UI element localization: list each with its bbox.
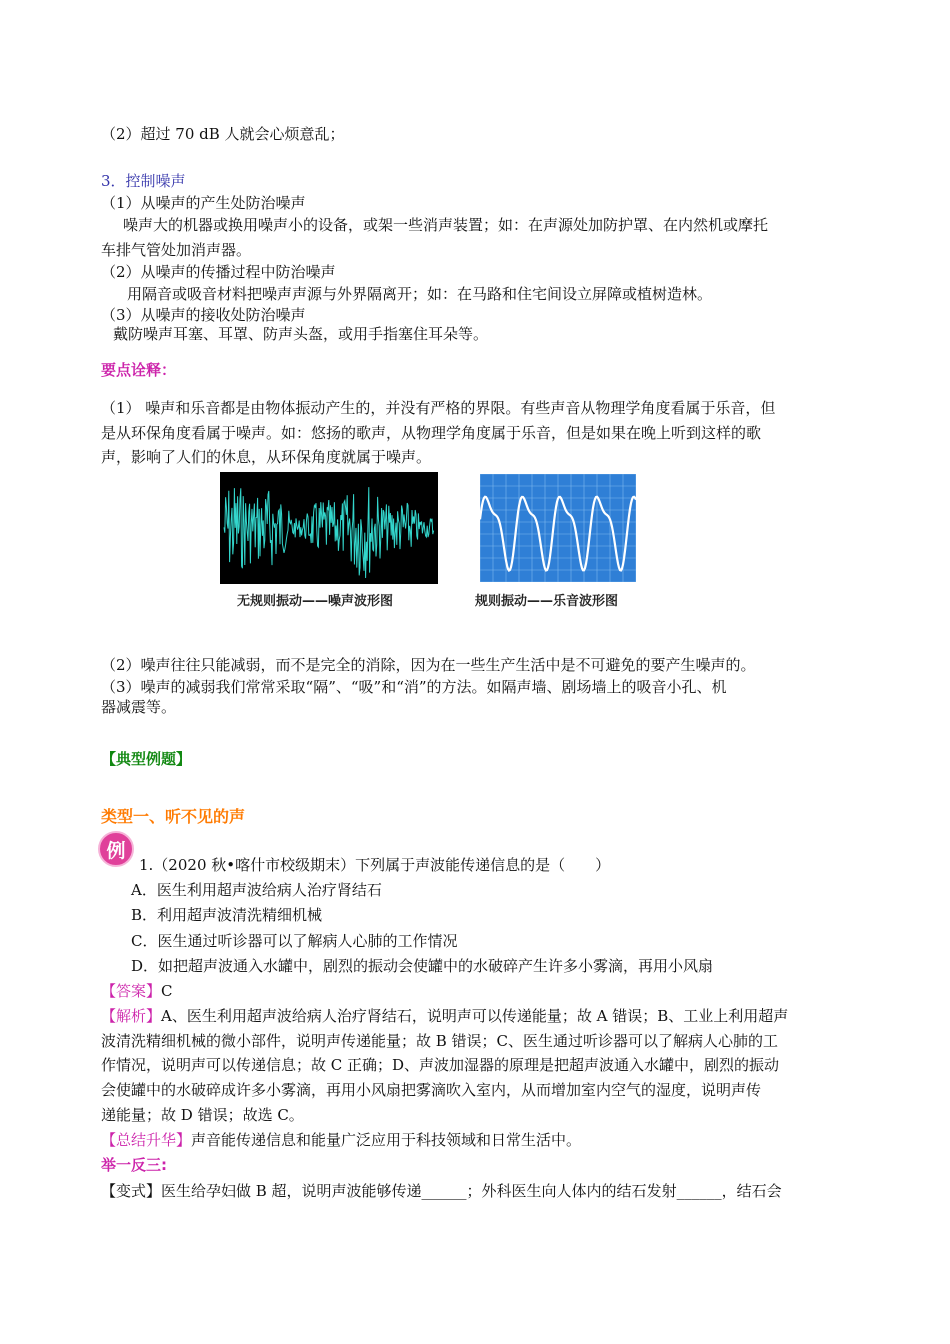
- control-item-3: （3）从噪声的接收处防治噪声: [101, 306, 306, 324]
- answer-tag: 【答案】: [101, 982, 162, 1000]
- music-waveform-image: [480, 474, 636, 582]
- practice-title: 举一反三:: [101, 1156, 167, 1174]
- analysis-line-3: 作情况，说明声可以传递信息；故 C 正确；D、声波加湿器的原理是把超声波通入水罐中，剧烈的振动: [101, 1056, 780, 1074]
- option-a: A．医生利用超声波给病人治疗肾结石: [131, 881, 382, 899]
- analysis-line-1: [101, 1006, 788, 1026]
- question-1: 1.（2020 秋•喀什市校级期末）下列属于声波能传递信息的是（ ）: [139, 856, 611, 874]
- control-item-2-text: 用隔音或吸音材料把噪声声源与外界隔离开；如：在马路和住宅间设立屏障或植树造林。: [127, 285, 713, 303]
- key-point-1-b: 是从环保角度看属于噪声。如：悠扬的歌声，从物理学角度属于乐音，但是如果在晚上听到这样的歌: [101, 424, 762, 442]
- option-b: B．利用超声波清洗精细机械: [131, 906, 323, 924]
- control-item-1: （1）从噪声的产生处防治噪声: [101, 194, 306, 212]
- analysis-line-2: 波清洗精细机械的微小部件，说明声传递能量；故 B 错误；C、医生通过听诊器可以了解病人心肺的工: [101, 1032, 779, 1050]
- summary-text: 声音能传递信息和能量广泛应用于科技领域和日常生活中。: [191, 1131, 582, 1149]
- example-badge: [97, 830, 135, 868]
- example-badge-label: 例: [106, 840, 126, 862]
- analysis-line-4: 会使罐中的水破碎成许多小雾滴，再用小风扇把雾滴吹入室内，从而增加室内空气的湿度，说明声传: [101, 1081, 762, 1099]
- control-item-2: （2）从噪声的传播过程中防治噪声: [101, 263, 336, 281]
- key-point-1-a: （1） 噪声和乐音都是由物体振动产生的，并没有严格的界限。有些声音从物理学角度看属于乐音，但: [101, 399, 776, 417]
- option-c: C．医生通过听诊器可以了解病人心肺的工作情况: [131, 932, 458, 950]
- answer-line: [101, 981, 173, 1001]
- analysis-text-1: A、医生利用超声波给病人治疗肾结石，说明声可以传递能量；故 A 错误；B、工业上利用超声: [161, 1007, 789, 1025]
- typical-examples-title: 【典型例题】: [101, 750, 192, 768]
- answer-value: C: [161, 982, 173, 1000]
- noise-waveform-caption: 无规则振动——噪声波形图: [237, 594, 394, 609]
- music-waveform-caption: 规则振动——乐音波形图: [475, 594, 619, 609]
- key-point-3-a: （3）噪声的减弱我们常常采取“隔”、“吸”和“消”的方法。如隔声墙、剧场墙上的吸音小孔、机: [101, 678, 727, 696]
- type-one-title: 类型一、听不见的声: [101, 807, 246, 826]
- control-item-3-text: 戴防噪声耳塞、耳罩、防声头盔，或用手指塞住耳朵等。: [113, 325, 489, 343]
- section-title-control-noise: 3．控制噪声: [101, 172, 186, 190]
- summary-tag: 【总结升华】: [101, 1131, 192, 1149]
- analysis-line-5: 递能量；故 D 错误；故选 C。: [101, 1106, 304, 1124]
- summary-line: [101, 1130, 581, 1150]
- analysis-tag: 【解析】: [101, 1007, 162, 1025]
- control-item-1-text-a: 噪声大的机器或换用噪声小的设备，或架一些消声装置；如：在声源处加防护罩、在内然机或摩托: [123, 216, 769, 234]
- key-points-title: 要点诠释：: [101, 361, 177, 379]
- control-item-1-text-b: 车排气管处加消声器。: [101, 241, 252, 259]
- noise-level-line: （2）超过 70 dB 人就会心烦意乱；: [101, 125, 345, 143]
- option-d: D．如把超声波通入水罐中，剧烈的振动会使罐中的水破碎产生许多小雾滴，再用小风扇: [131, 957, 714, 975]
- variant-question: 【变式】医生给孕妇做 B 超，说明声波能够传递______；外科医生向人体内的结石发射______，结石会: [101, 1182, 782, 1200]
- noise-waveform-image: [220, 472, 438, 584]
- key-point-3-b: 器减震等。: [101, 698, 177, 716]
- key-point-2: （2）噪声往往只能减弱，而不是完全的消除，因为在一些生产生活中是不可避免的要产生噪声的。: [101, 656, 756, 674]
- key-point-1-c: 声，影响了人们的休息，从环保角度就属于噪声。: [101, 448, 432, 466]
